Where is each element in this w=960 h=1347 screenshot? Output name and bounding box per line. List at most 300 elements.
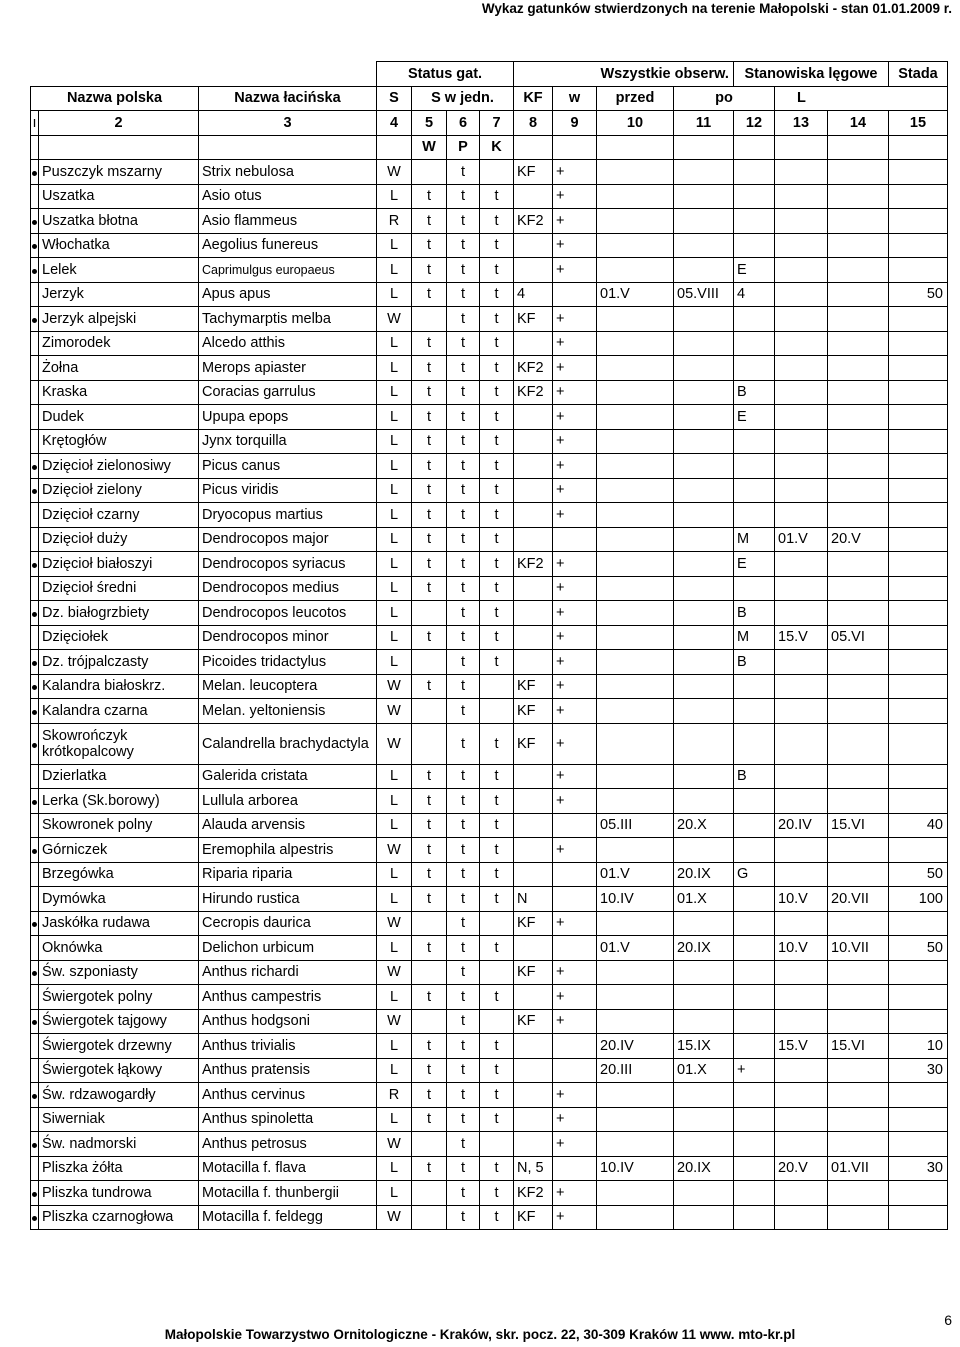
cell-col-9: + — [553, 380, 597, 405]
cell-col-11 — [674, 911, 734, 936]
cell-col-15 — [889, 1132, 948, 1157]
header-sub-k: K — [480, 135, 514, 160]
cell-col-10 — [597, 184, 674, 209]
header-num-4: 4 — [377, 111, 412, 136]
table-row — [31, 985, 948, 1010]
polish-name: Kalandra czarna — [39, 699, 199, 724]
cell-col-10 — [597, 911, 674, 936]
cell-col-10 — [597, 699, 674, 724]
header-breeding: Stanowiska lęgowe — [734, 62, 889, 87]
cell-col-13 — [775, 184, 828, 209]
cell-col-5: t — [412, 1034, 447, 1059]
polish-name: Pliszka tundrowa — [39, 1181, 199, 1206]
cell-col-8 — [514, 764, 553, 789]
cell-col-4: L — [377, 331, 412, 356]
cell-col-9: + — [553, 209, 597, 234]
cell-col-5: t — [412, 674, 447, 699]
cell-col-13 — [775, 1058, 828, 1083]
polish-name: Dzięcioł duży — [39, 527, 199, 552]
cell-col-7: t — [480, 838, 514, 863]
cell-col-14 — [828, 454, 889, 479]
cell-col-5 — [412, 601, 447, 626]
polish-name: Brzegówka — [39, 862, 199, 887]
cell-col-15: 30 — [889, 1156, 948, 1181]
cell-col-15 — [889, 723, 948, 764]
cell-col-4: W — [377, 307, 412, 332]
bullet-icon — [32, 1020, 37, 1025]
cell-col-8: KF — [514, 1205, 553, 1230]
cell-col-7: t — [480, 1107, 514, 1132]
cell-col-13 — [775, 380, 828, 405]
cell-col-8: KF — [514, 960, 553, 985]
polish-name: Dz. białogrzbiety — [39, 601, 199, 626]
bullet-icon — [32, 220, 37, 225]
cell-col-8: KF2 — [514, 1181, 553, 1206]
cell-col-7: t — [480, 723, 514, 764]
footer: Małopolskie Towarzystwo Ornitologiczne - Kraków, skr. pocz. 22, 30-309 Kraków 11 www. mto-kr.pl — [164, 1327, 796, 1342]
cell-col-4: L — [377, 1107, 412, 1132]
cell-col-10 — [597, 552, 674, 577]
cell-col-9: + — [553, 960, 597, 985]
cell-col-6: t — [447, 1058, 480, 1083]
cell-col-13 — [775, 764, 828, 789]
bullet-cell — [31, 478, 39, 503]
header-group-row — [31, 62, 948, 87]
cell-col-9: + — [553, 838, 597, 863]
cell-col-7: t — [480, 356, 514, 381]
cell-col-5: t — [412, 862, 447, 887]
cell-col-14 — [828, 764, 889, 789]
cell-col-11 — [674, 307, 734, 332]
cell-col-12 — [734, 911, 775, 936]
cell-col-6: t — [447, 454, 480, 479]
cell-col-7: t — [480, 307, 514, 332]
cell-col-4: W — [377, 699, 412, 724]
cell-col-11 — [674, 429, 734, 454]
cell-col-9: + — [553, 650, 597, 675]
polish-name: Lerka (Sk.borowy) — [39, 789, 199, 814]
bullet-icon — [32, 489, 37, 494]
polish-name: Uszatka błotna — [39, 209, 199, 234]
bullet-cell — [31, 233, 39, 258]
cell-col-9: + — [553, 331, 597, 356]
cell-col-6: t — [447, 405, 480, 430]
bullet-icon — [32, 465, 37, 470]
header-num-9: 9 — [553, 111, 597, 136]
cell-col-7: t — [480, 1058, 514, 1083]
latin-name: Cecropis daurica — [199, 911, 377, 936]
latin-name: Riparia riparia — [199, 862, 377, 887]
polish-name: Św. szponiasty — [39, 960, 199, 985]
cell-col-4: W — [377, 1009, 412, 1034]
cell-col-11 — [674, 527, 734, 552]
bullet-icon — [32, 269, 37, 274]
cell-col-15 — [889, 1107, 948, 1132]
latin-name: Anthus spinoletta — [199, 1107, 377, 1132]
cell-col-6: t — [447, 601, 480, 626]
polish-name: Kalandra białoskrz. — [39, 674, 199, 699]
bullet-cell — [31, 258, 39, 283]
cell-col-8 — [514, 936, 553, 961]
cell-col-12 — [734, 233, 775, 258]
cell-col-5 — [412, 911, 447, 936]
cell-col-10 — [597, 625, 674, 650]
cell-col-11 — [674, 764, 734, 789]
cell-col-13: 01.V — [775, 527, 828, 552]
cell-col-9 — [553, 1034, 597, 1059]
header-latin-name: Nazwa łacińska — [199, 86, 377, 111]
cell-col-7: t — [480, 813, 514, 838]
bullet-cell — [31, 527, 39, 552]
header-flocks: Stada — [889, 62, 948, 87]
cell-col-11 — [674, 209, 734, 234]
cell-col-12 — [734, 1205, 775, 1230]
bullet-cell — [31, 405, 39, 430]
cell-col-10 — [597, 1181, 674, 1206]
cell-col-8: KF2 — [514, 356, 553, 381]
cell-col-14 — [828, 650, 889, 675]
cell-col-14 — [828, 911, 889, 936]
cell-col-5 — [412, 723, 447, 764]
header-kf: KF — [514, 86, 553, 111]
cell-col-12 — [734, 838, 775, 863]
cell-col-4: L — [377, 1034, 412, 1059]
cell-col-11 — [674, 789, 734, 814]
cell-col-9: + — [553, 258, 597, 283]
bullet-icon — [32, 1094, 37, 1099]
cell-col-9: + — [553, 429, 597, 454]
table-row — [31, 1009, 948, 1034]
latin-name: Coracias garrulus — [199, 380, 377, 405]
cell-col-11 — [674, 380, 734, 405]
bullet-cell — [31, 1058, 39, 1083]
table-row — [31, 527, 948, 552]
cell-col-12 — [734, 307, 775, 332]
cell-col-10 — [597, 209, 674, 234]
cell-col-15 — [889, 380, 948, 405]
header-polish-name: Nazwa polska — [31, 86, 199, 111]
cell-col-5: t — [412, 1156, 447, 1181]
bullet-cell — [31, 764, 39, 789]
cell-col-15: 40 — [889, 813, 948, 838]
table-row — [31, 282, 948, 307]
cell-col-4: R — [377, 1083, 412, 1108]
latin-name: Dendrocopos syriacus — [199, 552, 377, 577]
cell-col-14 — [828, 405, 889, 430]
cell-col-7 — [480, 1009, 514, 1034]
cell-col-7: t — [480, 527, 514, 552]
cell-col-15: 100 — [889, 887, 948, 912]
cell-col-13 — [775, 1107, 828, 1132]
cell-col-8: KF — [514, 723, 553, 764]
cell-col-7: t — [480, 282, 514, 307]
cell-col-6: t — [447, 429, 480, 454]
cell-col-8 — [514, 1132, 553, 1157]
cell-col-7: t — [480, 184, 514, 209]
cell-col-7: t — [480, 862, 514, 887]
latin-name: Anthus cervinus — [199, 1083, 377, 1108]
cell-col-5: t — [412, 429, 447, 454]
cell-col-7 — [480, 1132, 514, 1157]
cell-col-10 — [597, 985, 674, 1010]
cell-col-4: L — [377, 552, 412, 577]
cell-col-5: t — [412, 838, 447, 863]
cell-col-11 — [674, 985, 734, 1010]
cell-col-15 — [889, 1009, 948, 1034]
cell-col-6: t — [447, 650, 480, 675]
bullet-icon — [32, 1192, 37, 1197]
cell-col-13 — [775, 789, 828, 814]
cell-col-8 — [514, 576, 553, 601]
cell-col-5: t — [412, 527, 447, 552]
cell-col-12 — [734, 1083, 775, 1108]
cell-col-6: t — [447, 1132, 480, 1157]
cell-col-12: M — [734, 527, 775, 552]
cell-col-9: + — [553, 601, 597, 626]
cell-col-9: + — [553, 184, 597, 209]
table-row — [31, 936, 948, 961]
cell-col-7: t — [480, 764, 514, 789]
cell-col-12: B — [734, 601, 775, 626]
cell-col-15 — [889, 405, 948, 430]
cell-col-10 — [597, 405, 674, 430]
cell-col-10 — [597, 233, 674, 258]
cell-col-14 — [828, 985, 889, 1010]
polish-name: Skowrończyk krótkopalcowy — [39, 723, 199, 764]
header-l: L — [775, 86, 948, 111]
cell-col-8 — [514, 625, 553, 650]
table-row — [31, 1083, 948, 1108]
cell-col-8: KF2 — [514, 552, 553, 577]
polish-name: Świergotek polny — [39, 985, 199, 1010]
polish-name: Włochatka — [39, 233, 199, 258]
cell-col-10: 01.V — [597, 936, 674, 961]
table-row — [31, 233, 948, 258]
cell-col-4: L — [377, 985, 412, 1010]
cell-col-13 — [775, 429, 828, 454]
cell-col-10 — [597, 576, 674, 601]
bullet-icon — [32, 922, 37, 927]
table-row — [31, 764, 948, 789]
cell-col-13 — [775, 985, 828, 1010]
table-row — [31, 1058, 948, 1083]
cell-col-11 — [674, 625, 734, 650]
cell-col-7: t — [480, 331, 514, 356]
bullet-cell — [31, 209, 39, 234]
latin-name: Upupa epops — [199, 405, 377, 430]
header-sub-p: P — [447, 135, 480, 160]
bullet-cell — [31, 625, 39, 650]
table-row — [31, 699, 948, 724]
cell-col-5: t — [412, 887, 447, 912]
cell-col-8 — [514, 789, 553, 814]
cell-col-14 — [828, 723, 889, 764]
cell-col-6: t — [447, 960, 480, 985]
cell-col-14 — [828, 576, 889, 601]
cell-col-11: 15.IX — [674, 1034, 734, 1059]
cell-col-8 — [514, 454, 553, 479]
cell-col-9: + — [553, 674, 597, 699]
header-num-6: 6 — [447, 111, 480, 136]
cell-col-7: t — [480, 887, 514, 912]
cell-col-15 — [889, 960, 948, 985]
cell-col-13 — [775, 356, 828, 381]
cell-col-9 — [553, 1156, 597, 1181]
cell-col-15 — [889, 209, 948, 234]
cell-col-5 — [412, 1205, 447, 1230]
polish-name: Jaskółka rudawa — [39, 911, 199, 936]
bullet-icon — [32, 1143, 37, 1148]
cell-col-12: B — [734, 650, 775, 675]
cell-col-7: t — [480, 936, 514, 961]
cell-col-14 — [828, 960, 889, 985]
bullet-cell — [31, 454, 39, 479]
latin-name: Anthus pratensis — [199, 1058, 377, 1083]
cell-col-7 — [480, 960, 514, 985]
cell-col-12: M — [734, 625, 775, 650]
table-row — [31, 674, 948, 699]
bullet-cell — [31, 331, 39, 356]
table-row — [31, 331, 948, 356]
cell-col-11 — [674, 601, 734, 626]
table-row — [31, 356, 948, 381]
cell-col-9: + — [553, 160, 597, 185]
polish-name: Lelek — [39, 258, 199, 283]
bullet-icon — [32, 710, 37, 715]
cell-col-9: + — [553, 307, 597, 332]
latin-name: Asio flammeus — [199, 209, 377, 234]
table-row — [31, 911, 948, 936]
cell-col-14 — [828, 160, 889, 185]
cell-col-9: + — [553, 356, 597, 381]
cell-col-15 — [889, 699, 948, 724]
bullet-icon — [32, 244, 37, 249]
cell-col-8 — [514, 1107, 553, 1132]
cell-col-11 — [674, 838, 734, 863]
polish-name: Dz. trójpalczasty — [39, 650, 199, 675]
cell-col-6: t — [447, 1034, 480, 1059]
cell-col-4: L — [377, 625, 412, 650]
latin-name: Aegolius funereus — [199, 233, 377, 258]
cell-col-6: t — [447, 936, 480, 961]
latin-name: Dryocopus martius — [199, 503, 377, 528]
cell-col-5: t — [412, 209, 447, 234]
latin-name: Merops apiaster — [199, 356, 377, 381]
table-row — [31, 454, 948, 479]
cell-col-10 — [597, 258, 674, 283]
polish-name: Dzierlatka — [39, 764, 199, 789]
polish-name: Dymówka — [39, 887, 199, 912]
cell-col-14: 10.VII — [828, 936, 889, 961]
cell-col-15 — [889, 838, 948, 863]
header-num-14: 14 — [828, 111, 889, 136]
cell-col-14 — [828, 699, 889, 724]
cell-col-10: 10.IV — [597, 887, 674, 912]
cell-col-4: R — [377, 209, 412, 234]
cell-col-6: t — [447, 838, 480, 863]
cell-col-14 — [828, 1181, 889, 1206]
cell-col-12 — [734, 160, 775, 185]
cell-col-13: 15.V — [775, 625, 828, 650]
polish-name: Jerzyk alpejski — [39, 307, 199, 332]
bullet-icon — [32, 563, 37, 568]
cell-col-15 — [889, 576, 948, 601]
cell-col-7: t — [480, 1034, 514, 1059]
cell-col-13 — [775, 862, 828, 887]
cell-col-5: t — [412, 405, 447, 430]
cell-col-15 — [889, 601, 948, 626]
cell-col-12: E — [734, 552, 775, 577]
cell-col-4: L — [377, 887, 412, 912]
cell-col-15 — [889, 650, 948, 675]
cell-col-4: L — [377, 356, 412, 381]
cell-col-14 — [828, 184, 889, 209]
cell-col-4: L — [377, 380, 412, 405]
bullet-cell — [31, 699, 39, 724]
cell-col-9 — [553, 887, 597, 912]
cell-col-8 — [514, 331, 553, 356]
cell-col-15: 50 — [889, 936, 948, 961]
cell-col-5: t — [412, 356, 447, 381]
cell-col-12: G — [734, 862, 775, 887]
cell-col-5: t — [412, 936, 447, 961]
header-num-12: 12 — [734, 111, 775, 136]
cell-col-8: N — [514, 887, 553, 912]
cell-col-10 — [597, 1205, 674, 1230]
cell-col-15 — [889, 356, 948, 381]
header-columns-row — [31, 86, 948, 111]
header-status: Status gat. — [377, 62, 514, 87]
cell-col-4: W — [377, 960, 412, 985]
latin-name: Eremophila alpestris — [199, 838, 377, 863]
cell-col-9: + — [553, 233, 597, 258]
polish-name: Puszczyk mszarny — [39, 160, 199, 185]
cell-col-9: + — [553, 1132, 597, 1157]
cell-col-4: L — [377, 527, 412, 552]
cell-col-9: + — [553, 625, 597, 650]
cell-col-6: t — [447, 331, 480, 356]
polish-name: Siwerniak — [39, 1107, 199, 1132]
cell-col-6: t — [447, 813, 480, 838]
table-row — [31, 813, 948, 838]
cell-col-15 — [889, 307, 948, 332]
cell-col-15 — [889, 985, 948, 1010]
species-table — [30, 61, 948, 1230]
cell-col-11: 20.IX — [674, 862, 734, 887]
cell-col-12: 4 — [734, 282, 775, 307]
table-row — [31, 862, 948, 887]
latin-name: Alcedo atthis — [199, 331, 377, 356]
cell-col-5: t — [412, 478, 447, 503]
cell-col-11: 01.X — [674, 1058, 734, 1083]
cell-col-12 — [734, 936, 775, 961]
cell-col-15 — [889, 764, 948, 789]
cell-col-12 — [734, 789, 775, 814]
cell-col-13: 20.IV — [775, 813, 828, 838]
cell-col-10 — [597, 601, 674, 626]
cell-col-5 — [412, 160, 447, 185]
cell-col-10 — [597, 650, 674, 675]
cell-col-14 — [828, 789, 889, 814]
table-row — [31, 184, 948, 209]
cell-col-4: W — [377, 838, 412, 863]
cell-col-9 — [553, 862, 597, 887]
header-num-5: 5 — [412, 111, 447, 136]
cell-col-15 — [889, 1181, 948, 1206]
cell-col-6: t — [447, 862, 480, 887]
cell-col-15 — [889, 674, 948, 699]
table-row — [31, 429, 948, 454]
